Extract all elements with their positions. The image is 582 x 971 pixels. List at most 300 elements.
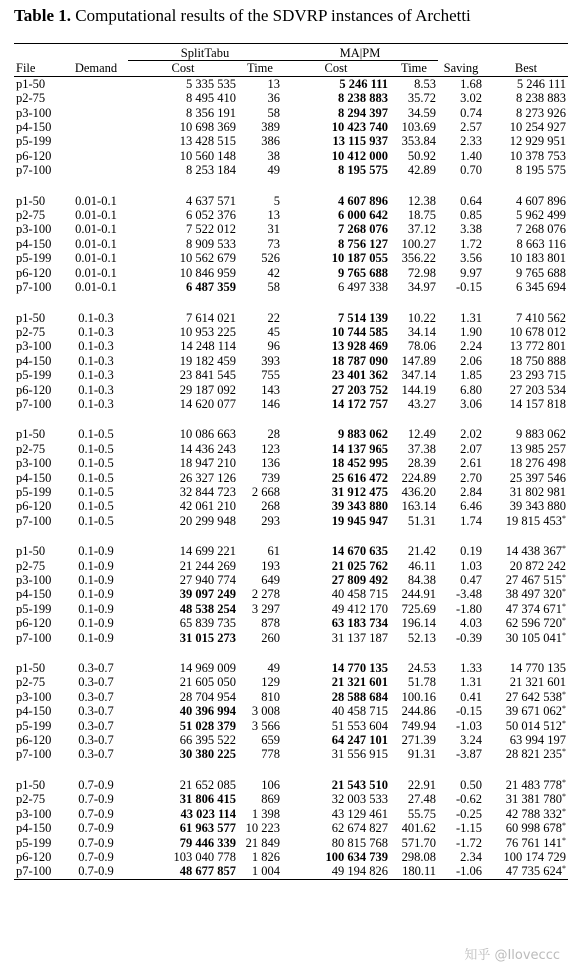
cell-st-cost: 28 704 954: [179, 689, 236, 704]
cell-demand: 0.1-0.3: [78, 353, 114, 368]
table-row: [14, 266, 568, 280]
cell-best: 13 985 257: [509, 441, 566, 456]
cell-st-time: 3 008: [251, 704, 280, 719]
cell-best: 20 872 242: [509, 558, 566, 573]
cell-st-cost: 79 446 339: [179, 835, 236, 850]
best-known-marker: *: [562, 864, 566, 874]
cell-st-time: 2 668: [251, 484, 280, 499]
cell-ma-time: 180.11: [390, 864, 438, 879]
cell-st-cost: 65 839 735: [179, 616, 236, 631]
cell-demand: 0.1-0.9: [78, 558, 114, 573]
cell-ma-time: 50.92: [407, 148, 436, 163]
table-row: [14, 704, 568, 718]
cell-demand: 0.3-0.7: [78, 718, 114, 733]
cell-best: 10 183 801: [509, 251, 566, 266]
cell-st-cost: 6 487 359: [186, 280, 236, 295]
best-known-marker: *: [562, 513, 566, 523]
cell-saving: -3.87: [455, 747, 482, 762]
cell-ma-time: 35.72: [407, 91, 436, 106]
cell-st-cost: 8 253 184: [186, 163, 236, 178]
cell-ma-time: 52.13: [407, 630, 436, 645]
cell-ma-cost: 100 634 739: [325, 849, 388, 864]
cell-ma-cost: 14 770 135: [331, 661, 388, 676]
cell-saving: 1.72: [460, 236, 482, 251]
cell-st-time: 1 398: [251, 806, 280, 821]
best-known-marker: *: [562, 777, 566, 787]
cell-demand: [64, 76, 128, 91]
cell-file: p1-50: [16, 193, 46, 208]
cell-best: 21 321 601: [509, 675, 566, 690]
table-row: [14, 208, 568, 222]
cell-st-time: 878: [261, 616, 280, 631]
cell-saving: 1.90: [460, 324, 482, 339]
cell-file: p1-50: [16, 76, 46, 91]
best-known-marker: *: [562, 630, 566, 640]
cell-file: p3-100: [16, 689, 52, 704]
cell-st-cost: 5 335 535: [186, 76, 236, 91]
col-best: Best: [484, 61, 568, 76]
cell-file: p6-120: [16, 733, 52, 748]
col-ma-cost: Cost: [282, 61, 390, 76]
cell-ma-cost: 49 412 170: [331, 601, 388, 616]
cell-ma-time: 356.22: [401, 251, 436, 266]
col-st-time: Time: [238, 61, 282, 76]
table-row: [14, 747, 568, 761]
cell-ma-cost: 28 588 684: [331, 689, 388, 704]
cell-file: p3-100: [16, 806, 52, 821]
cell-ma-time: 84.38: [407, 573, 436, 587]
cell-demand: 0.3-0.7: [78, 704, 114, 719]
column-header-row: [14, 61, 568, 76]
cell-st-cost: 14 969 009: [179, 661, 236, 676]
cell-st-time: 389: [261, 120, 280, 135]
cell-ma-time: 144.19: [401, 382, 436, 397]
cell-demand: [64, 149, 128, 163]
cell-best: 30 105 041*: [505, 630, 566, 645]
cell-file: p5-199: [16, 601, 52, 616]
cell-st-time: 49: [267, 661, 280, 676]
cell-saving: 0.19: [460, 544, 482, 559]
cell-ma-cost: 9 883 062: [338, 427, 388, 442]
cell-demand: [64, 134, 128, 148]
table-row: [14, 807, 568, 821]
table-row: [14, 719, 568, 733]
cell-st-cost: 19 182 459: [179, 353, 236, 368]
cell-st-cost: 10 846 959: [179, 265, 236, 280]
cell-demand: 0.01-0.1: [75, 208, 117, 223]
cell-st-time: 810: [261, 689, 280, 704]
table-row: [14, 499, 568, 513]
cell-saving: 1.03: [460, 558, 482, 573]
cell-best: 7 410 562: [516, 310, 566, 325]
cell-saving: 6.46: [460, 499, 482, 514]
cell-st-time: 386: [261, 134, 280, 149]
cell-saving: -1.80: [455, 601, 482, 616]
cell-ma-cost: 7 268 076: [338, 222, 388, 237]
cell-best: 7 268 076: [516, 222, 566, 237]
cell-demand: 0.1-0.5: [78, 427, 114, 442]
col-st-cost: Cost: [128, 61, 238, 76]
best-known-marker: *: [562, 704, 566, 714]
col-demand: Demand: [64, 61, 128, 76]
cell-ma-cost: 19 945 947: [331, 513, 388, 528]
table-row: [14, 587, 568, 601]
cell-demand: 0.1-0.5: [78, 456, 114, 471]
table-row: [14, 485, 568, 499]
cell-demand: [64, 120, 128, 134]
cell-saving: 6.80: [460, 382, 482, 397]
cell-ma-time: 10.22: [407, 310, 436, 325]
cell-best: 63 994 197: [509, 733, 566, 748]
cell-st-cost: 43 023 114: [180, 806, 236, 821]
cell-ma-time: 147.89: [401, 353, 436, 368]
cell-st-time: 36: [267, 91, 280, 106]
cell-st-cost: 21 605 050: [179, 675, 236, 690]
cell-demand: 0.3-0.7: [78, 675, 114, 690]
cell-best: 27 642 538*: [505, 689, 566, 704]
cell-demand: 0.1-0.3: [78, 368, 114, 383]
cell-saving: 1.74: [460, 513, 482, 528]
cell-st-time: 3 566: [251, 718, 280, 733]
group-mapm: MA|PM: [282, 46, 438, 61]
cell-best: 31 381 780*: [505, 792, 566, 807]
table-row: [14, 559, 568, 573]
table-row: [14, 821, 568, 835]
cell-st-cost: 40 396 994: [179, 704, 236, 719]
cell-ma-time: 46.11: [408, 558, 436, 573]
cell-st-time: 649: [261, 573, 280, 587]
cell-ma-cost: 8 195 575: [338, 163, 388, 178]
cell-ma-cost: 10 744 585: [331, 324, 388, 339]
cell-demand: [64, 91, 128, 105]
cell-st-time: 28: [267, 427, 280, 442]
cell-st-time: 193: [261, 558, 280, 573]
cell-ma-time: 725.69: [401, 601, 436, 616]
cell-ma-time: 34.14: [407, 324, 436, 339]
best-known-marker: *: [562, 573, 566, 582]
table-row: [14, 251, 568, 265]
cell-ma-time: 347.14: [401, 368, 436, 383]
cell-file: p6-120: [16, 148, 52, 163]
caption-text: Computational results of the SDVRP instances of Archetti: [75, 6, 471, 25]
cell-best: 12 929 951: [509, 134, 566, 149]
cell-file: p4-150: [16, 236, 52, 251]
cell-saving: 0.70: [460, 163, 482, 178]
cell-file: p1-50: [16, 777, 46, 792]
cell-ma-cost: 64 247 101: [331, 733, 388, 748]
table-row: [14, 616, 568, 630]
cell-best: 8 663 116: [516, 236, 566, 251]
cell-ma-time: 244.91: [401, 587, 436, 602]
cell-best: 28 821 235*: [505, 747, 566, 762]
cell-file: p7-100: [14, 864, 64, 879]
cell-ma-cost: 39 343 880: [331, 499, 388, 514]
cell-file: p6-120: [16, 499, 52, 514]
table-row: [14, 163, 568, 177]
cell-saving: -0.62: [455, 792, 482, 807]
cell-ma-time: 51.31: [407, 513, 436, 528]
cell-ma-time: 37.12: [407, 222, 436, 237]
cell-ma-cost: 14 670 635: [331, 544, 388, 559]
cell-saving: 2.07: [460, 441, 482, 456]
cell-demand: 0.3-0.7: [78, 689, 114, 704]
cell-best: 8 238 883: [516, 91, 566, 106]
cell-best: 8 195 575: [516, 163, 566, 178]
best-known-marker: *: [562, 601, 566, 611]
cell-st-time: 143: [261, 382, 280, 397]
group-spacer: [14, 295, 568, 311]
cell-ma-cost: 49 194 826: [282, 864, 390, 879]
cell-st-cost: 31 015 273: [179, 630, 236, 645]
cell-ma-time: 103.69: [401, 120, 436, 135]
table-row: [14, 864, 568, 879]
cell-ma-time: 12.38: [407, 193, 436, 208]
cell-ma-cost: 6 000 642: [338, 208, 388, 223]
cell-demand: 0.1-0.3: [78, 339, 114, 354]
cell-ma-time: 42.89: [407, 163, 436, 178]
cell-ma-cost: 13 928 469: [331, 339, 388, 354]
table-row: [14, 602, 568, 616]
cell-st-time: 869: [261, 792, 280, 807]
cell-st-time: 393: [261, 353, 280, 368]
cell-file: p4-150: [16, 704, 52, 719]
cell-saving: -1.15: [455, 821, 482, 836]
cell-st-time: 129: [261, 675, 280, 690]
cell-saving: -1.06: [438, 864, 484, 879]
cell-ma-cost: 18 787 090: [331, 353, 388, 368]
cell-best: 5 246 111: [516, 76, 566, 91]
cell-demand: 0.1-0.9: [78, 616, 114, 631]
table-row: [14, 514, 568, 528]
cell-ma-cost: 5 246 111: [339, 76, 388, 91]
best-known-marker: *: [562, 689, 566, 699]
cell-ma-cost: 43 129 461: [331, 806, 388, 821]
cell-ma-cost: 51 553 604: [331, 718, 388, 733]
cell-file: p7-100: [16, 630, 52, 645]
table-row: [14, 733, 568, 747]
cell-ma-time: 196.14: [401, 616, 436, 631]
best-known-marker: *: [562, 792, 566, 802]
best-known-marker: *: [562, 821, 566, 831]
cell-ma-cost: 14 172 757: [331, 396, 388, 411]
cell-st-time: 739: [261, 470, 280, 485]
cell-saving: -1.03: [455, 718, 482, 733]
cell-st-cost: 31 806 415: [179, 792, 236, 807]
group-spacer: [14, 762, 568, 778]
cell-ma-time: 21.42: [407, 544, 436, 559]
cell-st-time: 58: [267, 280, 280, 295]
cell-ma-time: 8.53: [414, 76, 436, 91]
cell-ma-cost: 27 809 492: [331, 573, 388, 587]
cell-ma-time: 34.59: [407, 105, 436, 120]
cell-saving: 3.56: [460, 251, 482, 266]
cell-ma-time: 571.70: [401, 835, 436, 850]
cell-file: p6-120: [16, 616, 52, 631]
table-row: [14, 237, 568, 251]
cell-st-cost: 6 052 376: [186, 208, 236, 223]
cell-demand: 0.01-0.1: [75, 236, 117, 251]
cell-ma-cost: 8 238 883: [338, 91, 388, 106]
cell-demand: 0.01-0.1: [75, 265, 117, 280]
cell-file: p5-199: [16, 251, 52, 266]
cell-ma-cost: 31 912 475: [331, 484, 388, 499]
cell-st-cost: 14 248 114: [180, 339, 236, 354]
cell-demand: 0.7-0.9: [78, 792, 114, 807]
watermark: 知乎 @Iloveccc: [464, 948, 560, 963]
cell-saving: 0.47: [460, 573, 482, 587]
table-row: [14, 280, 568, 294]
cell-file: p1-50: [16, 427, 46, 442]
cell-demand: 0.1-0.3: [78, 396, 114, 411]
cell-ma-cost: 21 025 762: [331, 558, 388, 573]
cell-ma-cost: 8 294 397: [338, 105, 388, 120]
cell-file: p2-75: [16, 324, 46, 339]
cell-best: 38 497 320*: [505, 587, 566, 602]
cell-saving: 2.61: [460, 456, 482, 471]
group-splittabu: SplitTabu: [128, 46, 282, 61]
cell-demand: 0.7-0.9: [78, 849, 114, 864]
cell-st-time: 2 278: [251, 587, 280, 602]
table-row: [14, 325, 568, 339]
cell-file: p3-100: [16, 573, 52, 587]
cell-st-cost: 39 097 249: [179, 587, 236, 602]
cell-file: p2-75: [16, 208, 46, 223]
cell-saving: 3.02: [460, 91, 482, 106]
cell-st-time: 1 826: [251, 849, 280, 864]
cell-demand: 0.3-0.7: [78, 747, 114, 762]
cell-file: p7-100: [16, 396, 52, 411]
cell-saving: 3.38: [460, 222, 482, 237]
cell-saving: 0.74: [460, 105, 482, 120]
cell-best: 5 962 499: [516, 208, 566, 223]
cell-file: p6-120: [16, 382, 52, 397]
cell-ma-time: 43.27: [407, 396, 436, 411]
cell-ma-cost: 18 452 995: [331, 456, 388, 471]
cell-file: p4-150: [16, 587, 52, 602]
cell-saving: 1.68: [460, 76, 482, 91]
cell-best: 6 345 694: [516, 280, 566, 295]
cell-best: 23 293 715: [509, 368, 566, 383]
cell-best: 100 174 729: [503, 849, 566, 864]
cell-ma-time: 72.98: [407, 265, 436, 280]
cell-st-cost: 7 522 012: [186, 222, 236, 237]
cell-saving: 0.41: [460, 689, 482, 704]
cell-file: p4-150: [16, 120, 52, 135]
cell-best: 39 671 062*: [505, 704, 566, 719]
cell-ma-time: 436.20: [401, 484, 436, 499]
cell-st-cost: 26 327 126: [179, 470, 236, 485]
cell-demand: 0.7-0.9: [78, 806, 114, 821]
cell-st-time: 755: [261, 368, 280, 383]
col-ma-time: Time: [390, 61, 438, 76]
best-known-marker: *: [562, 747, 566, 757]
cell-st-cost: 66 395 522: [179, 733, 236, 748]
cell-file: p6-120: [16, 265, 52, 280]
cell-ma-time: 18.75: [407, 208, 436, 223]
cell-st-cost: 51 028 379: [179, 718, 236, 733]
table-body: [14, 76, 568, 879]
cell-saving: 2.33: [460, 134, 482, 149]
cell-saving: 0.85: [460, 208, 482, 223]
cell-ma-time: 22.91: [407, 777, 436, 792]
cell-st-time: 61: [267, 544, 280, 559]
table-row: [14, 149, 568, 163]
table-row: [14, 339, 568, 353]
cell-ma-time: 163.14: [401, 499, 436, 514]
cell-best: 27 203 534: [509, 382, 566, 397]
cell-saving: 1.85: [460, 368, 482, 383]
cell-saving: -0.15: [455, 704, 482, 719]
cell-demand: 0.7-0.9: [64, 864, 128, 879]
cell-st-time: 21 849: [245, 835, 280, 850]
group-spacer: [14, 411, 568, 427]
cell-st-cost: 10 560 148: [179, 148, 236, 163]
best-known-marker: *: [562, 587, 566, 597]
cell-file: p4-150: [16, 470, 52, 485]
group-header-row: [14, 46, 568, 61]
cell-st-cost: 21 652 085: [179, 777, 236, 792]
cell-st-time: 10 223: [245, 821, 280, 836]
table-row: [14, 397, 568, 411]
cell-demand: 0.1-0.5: [78, 470, 114, 485]
cell-best: 50 014 512*: [505, 718, 566, 733]
cell-st-time: 136: [261, 456, 280, 471]
cell-ma-cost: 10 412 000: [331, 148, 388, 163]
cell-st-cost: 30 380 225: [179, 747, 236, 762]
cell-saving: 9.97: [460, 265, 482, 280]
best-known-marker: *: [562, 806, 566, 816]
cell-st-cost: 14 699 221: [179, 544, 236, 559]
cell-file: p2-75: [16, 792, 46, 807]
cell-demand: 0.1-0.9: [78, 630, 114, 645]
cell-demand: 0.01-0.1: [75, 251, 117, 266]
cell-best: 25 397 546: [509, 470, 566, 485]
cell-file: p5-199: [16, 835, 52, 850]
cell-st-cost: 103 040 778: [173, 849, 236, 864]
cell-st-cost: 10 086 663: [179, 427, 236, 442]
cell-st-cost: 42 061 210: [179, 499, 236, 514]
cell-best: 47 735 624*: [484, 864, 568, 879]
cell-saving: 0.64: [460, 193, 482, 208]
table-row: [14, 120, 568, 134]
cell-ma-time: 12.49: [407, 427, 436, 442]
cell-saving: -0.39: [455, 630, 482, 645]
cell-st-time: 106: [261, 777, 280, 792]
cell-file: p2-75: [16, 441, 46, 456]
table-row: [14, 573, 568, 587]
table-row: [14, 194, 568, 208]
table-row: [14, 544, 568, 558]
cell-st-time: 260: [261, 630, 280, 645]
results-table-container: [14, 43, 568, 880]
cell-saving: 3.06: [460, 396, 482, 411]
cell-best: 76 761 141*: [505, 835, 566, 850]
cell-st-cost: 23 841 545: [179, 368, 236, 383]
cell-st-cost: 48 677 857: [128, 864, 238, 879]
cell-file: p7-100: [16, 163, 52, 178]
cell-ma-cost: 6 497 338: [338, 280, 388, 295]
cell-saving: 4.03: [460, 616, 482, 631]
cell-saving: 2.02: [460, 427, 482, 442]
cell-ma-cost: 62 674 827: [331, 821, 388, 836]
cell-ma-time: 27.48: [407, 792, 436, 807]
cell-saving: 2.06: [460, 353, 482, 368]
table-row: [14, 354, 568, 368]
table-row: [14, 631, 568, 645]
cell-best: 27 467 515*: [505, 573, 566, 587]
cell-file: p4-150: [16, 821, 52, 836]
cell-st-cost: 14 436 243: [179, 441, 236, 456]
